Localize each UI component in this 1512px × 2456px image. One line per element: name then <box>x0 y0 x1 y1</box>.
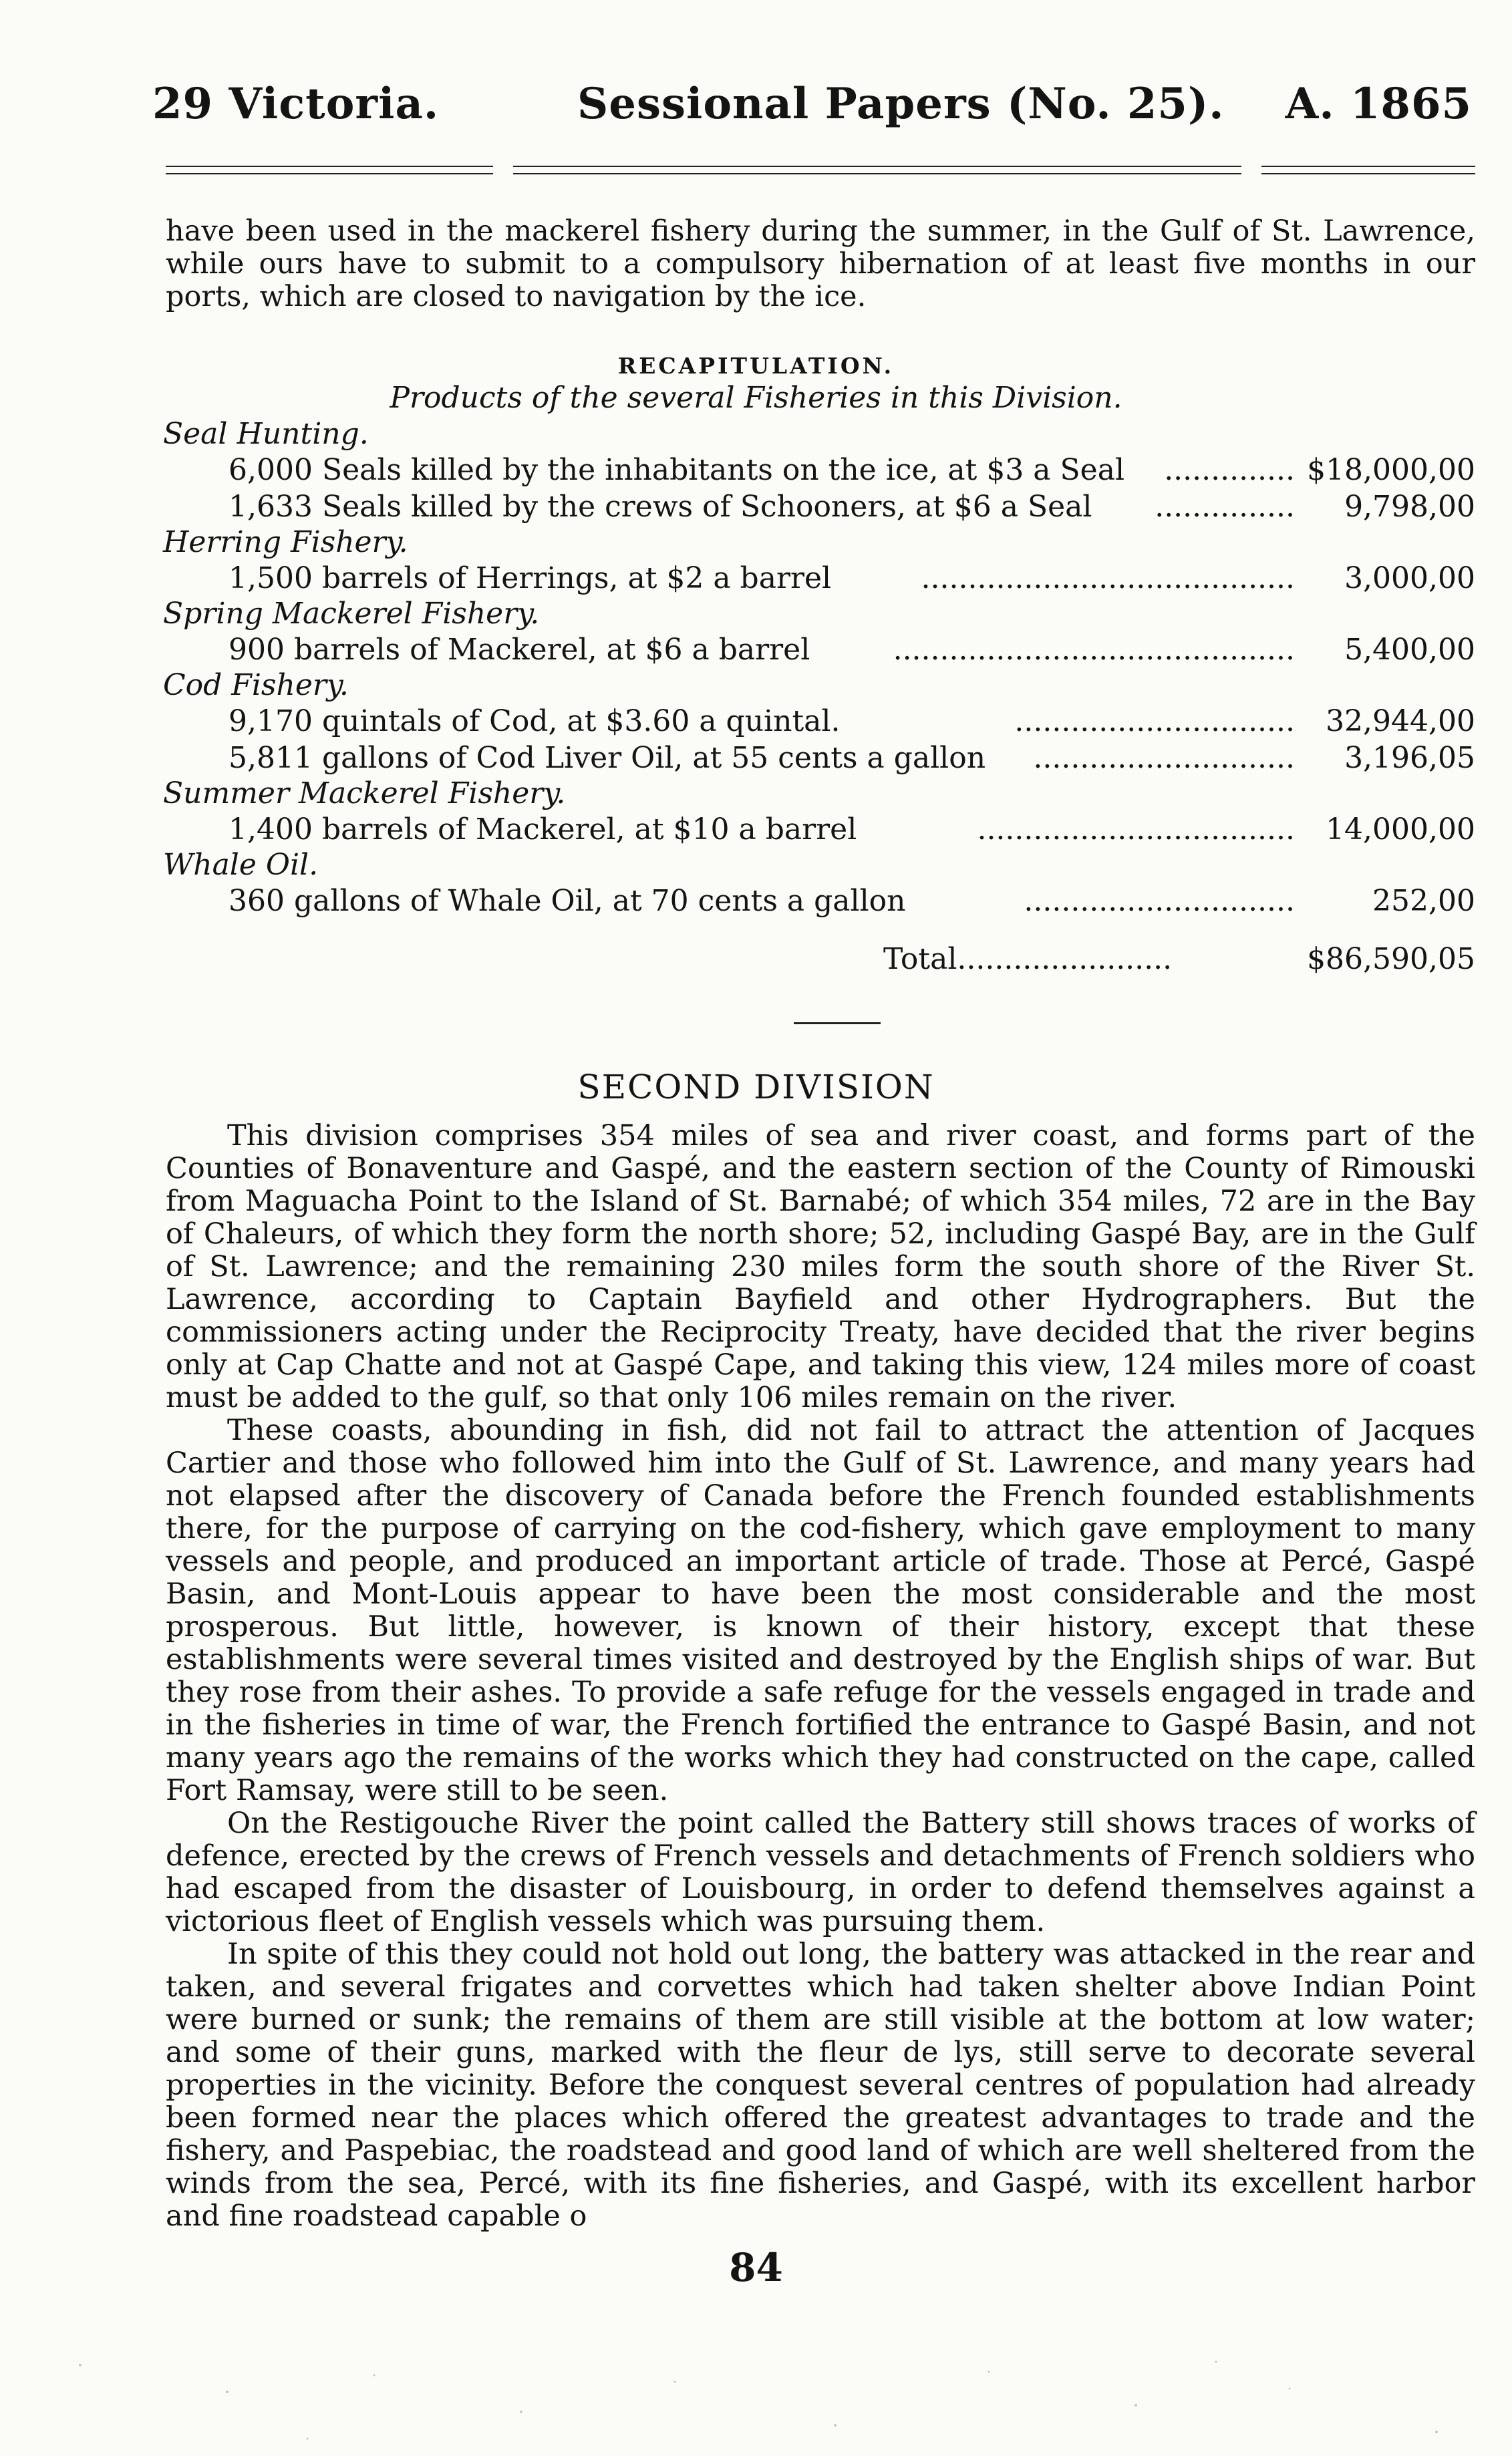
product-amount: 3,196,05 <box>1344 741 1475 775</box>
paragraph: This division comprises 354 miles of sea and river coast, and forms part of the Counties of Bonaventure and Gaspé, and the eastern section of the County of Rimouski from Maguacha Point to the Island of St. Barnabé; of which 354 miles, 72 are in the Bay of Chaleurs, of which they form the north shore; 52, including Gaspé Bay, are in the Gulf of St. Lawrence; and the remaining 230 miles form the south shore of the River St. Lawrence, according to Captain Bayfield and other Hydrographers. But the commissioners acting under the Reciprocity Treaty, have decided that the river begins only at Cap Chatte and not at Gaspé Cape, and taking this view, 124 miles more of coast must be added to the gulf, so that only 106 miles remain on the river. <box>166 1119 1475 1414</box>
product-row <box>160 452 1475 488</box>
product-description: 360 gallons of Whale Oil, at 70 cents a gallon <box>229 884 906 918</box>
product-description: 1,400 barrels of Mackerel, at $10 a barrel <box>229 812 857 847</box>
product-amount: 32,944,00 <box>1326 704 1475 738</box>
dot-leader: ........................................... <box>893 633 1295 667</box>
section-heading: SECOND DIVISION <box>577 1068 935 1106</box>
product-amount: 252,00 <box>1372 884 1475 918</box>
dot-leader: .............................. <box>1014 704 1295 738</box>
product-description: 6,000 Seals killed by the inhabitants on the ice, at $3 a Seal <box>229 453 1125 487</box>
product-description: 9,170 quintals of Cod, at $3.60 a quintal. <box>229 704 841 738</box>
category-heading: Seal Hunting. <box>163 417 369 451</box>
category-heading: Cod Fishery. <box>163 668 349 702</box>
product-description: 1,500 barrels of Herrings, at $2 a barrel <box>229 561 832 595</box>
recapitulation-subheading: Products of the several Fisheries in this Division. <box>390 381 1122 415</box>
product-amount: $18,000,00 <box>1307 453 1475 487</box>
rule-segment <box>1261 166 1475 174</box>
product-row <box>160 811 1475 848</box>
category-heading: Whale Oil. <box>163 848 319 882</box>
total-label: Total <box>883 942 957 976</box>
scan-speckle <box>0 2352 1512 2452</box>
product-row <box>160 740 1475 776</box>
header-session: 29 Victoria. <box>152 79 440 129</box>
rule-segment <box>166 166 493 174</box>
body-text <box>166 1120 1475 2233</box>
dot-leader: .............. <box>1164 453 1295 487</box>
header-title: Sessional Papers (No. 25). <box>577 79 1225 129</box>
dot-leader: ............................. <box>1024 884 1295 918</box>
dot-leader: ............................ <box>1033 741 1295 775</box>
product-amount: 5,400,00 <box>1344 633 1475 667</box>
product-description: 1,633 Seals killed by the crews of Schooners, at $6 a Seal <box>229 490 1092 524</box>
dot-leader: .................................. <box>977 812 1295 847</box>
product-description: 900 barrels of Mackerel, at $6 a barrel <box>229 633 810 667</box>
intro-paragraph <box>166 215 1475 313</box>
category-heading: Summer Mackerel Fishery. <box>163 776 566 810</box>
total-label-group: Total....................... <box>883 942 1173 976</box>
total-amount: $86,590,05 <box>1307 942 1475 976</box>
intro-text: have been used in the mackerel fishery during the summer, in the Gulf of St. Lawrence, while ours have to submit to a compulsory hibernation of at least five months in our ports, which are closed to navigation by the ice. <box>166 214 1475 313</box>
product-row <box>160 560 1475 597</box>
product-description: 5,811 gallons of Cod Liver Oil, at 55 cents a gallon <box>229 741 986 775</box>
product-row <box>160 631 1475 668</box>
dot-leader: ............... <box>1155 490 1295 524</box>
product-row <box>160 703 1475 740</box>
rule-segment <box>513 166 1241 174</box>
header-year: A. 1865 <box>1285 79 1472 129</box>
page-number: 84 <box>729 2245 783 2290</box>
category-heading: Spring Mackerel Fishery. <box>163 597 540 631</box>
product-amount: 9,798,00 <box>1344 490 1475 524</box>
products-list <box>160 417 1475 919</box>
section-divider <box>794 1022 881 1024</box>
product-amount: 3,000,00 <box>1344 561 1475 595</box>
header-double-rule <box>166 166 1475 179</box>
dot-leader: ........................................ <box>921 561 1295 595</box>
paragraph: These coasts, abounding in fish, did not fail to attract the attention of Jacques Cartier and those who followed him into the Gulf of St. Lawrence, and many years had not elapsed after the discovery of Canada before the French founded establishments there, for the purpose of carrying on the cod-fishery, which gave employment to many vessels and people, and produced an important article of trade. Those at Percé, Gaspé Basin, and Mont-Louis appear to have been the most considerable and the most prosperous. But little, however, is known of their history, except that these establishments were several times visited and destroyed by the English ships of war. But they rose from their ashes. To provide a safe refuge for the vessels engaged in trade and in the fisheries in time of war, the French fortified the entrance to Gaspé Basin, and not many years ago the remains of the works which they had constructed on the cape, called Fort Ramsay, were still to be seen. <box>166 1414 1475 1807</box>
paragraph: In spite of this they could not hold out long, the battery was attacked in the rear and taken, and several frigates and corvettes which had taken shelter above Indian Point were burned or sunk; the remains of them are still visible at the bottom at low water; and some of their guns, marked with the fleur de lys, still serve to decorate several properties in the vicinity. Before the conquest several centres of population had already been formed near the places which offered the greatest advantages to trade and the fishery, and Paspebiac, the roadstead and good land of which are well sheltered from the winds from the sea, Percé, with its fine fisheries, and Gaspé, with its excellent harbor and fine roadstead capable o <box>166 1938 1475 2233</box>
product-row <box>160 883 1475 919</box>
running-header <box>152 79 1472 146</box>
product-row <box>160 488 1475 525</box>
paragraph: On the Restigouche River the point called the Battery still shows traces of works of defence, erected by the crews of French vessels and detachments of French soldiers who had escaped from the disaster of Louisbourg, in order to defend themselves against a victorious fleet of English vessels which was pursuing them. <box>166 1807 1475 1938</box>
total-row <box>883 942 1475 982</box>
product-amount: 14,000,00 <box>1326 812 1475 847</box>
category-heading: Herring Fishery. <box>163 525 408 559</box>
recapitulation-heading: RECAPITULATION. <box>617 353 895 379</box>
